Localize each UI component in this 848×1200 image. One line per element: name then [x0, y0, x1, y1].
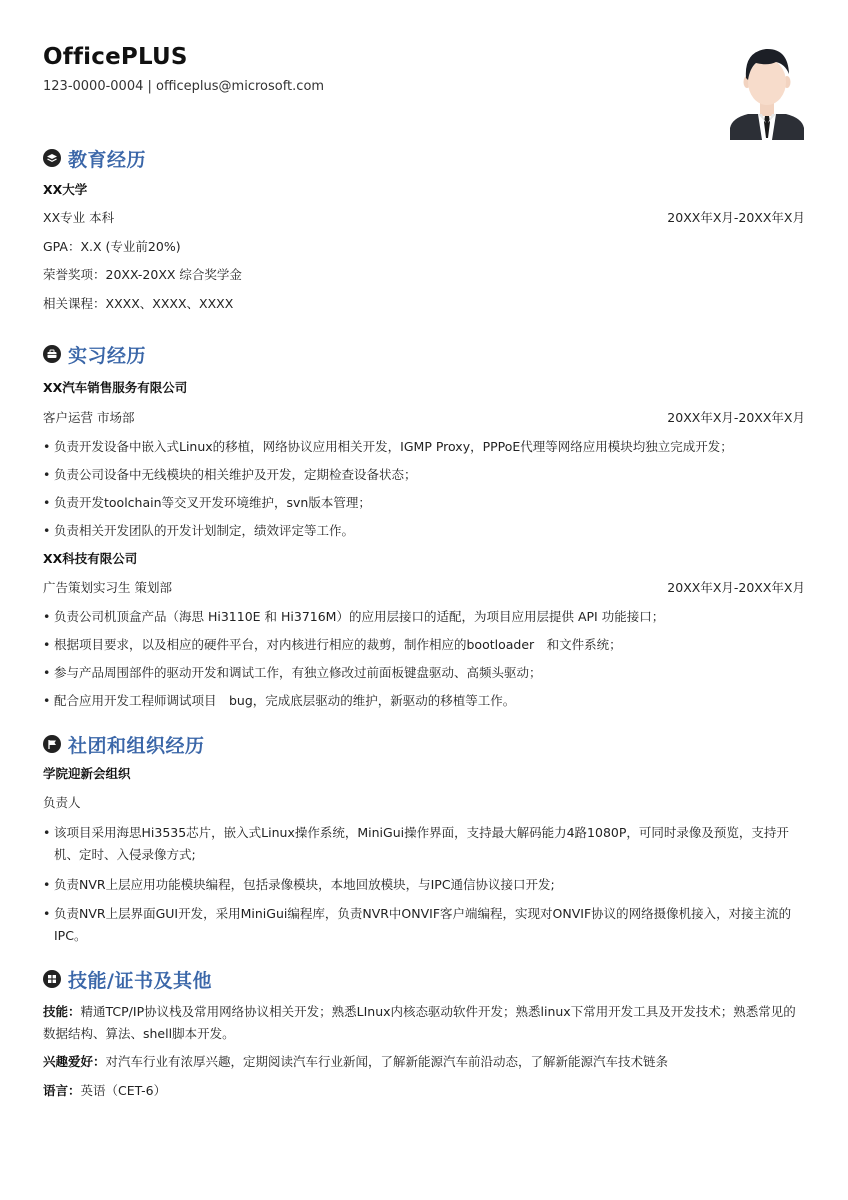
grid-icon: [43, 970, 61, 988]
education-major-row: [43, 207, 805, 229]
school-name: XX大学: [43, 182, 88, 197]
briefcase-icon: [43, 345, 61, 363]
flag-icon: [43, 735, 61, 753]
skills-label: 技能：: [43, 1004, 81, 1019]
contact-info: 123-0000-0004 | officeplus@microsoft.com: [43, 79, 325, 94]
honors: 荣誉奖项：20XX-20XX 综合奖学金: [43, 267, 242, 282]
club-role: 负责人: [43, 795, 81, 810]
job-role-row: [43, 407, 805, 429]
hobby-paragraph: [43, 1051, 805, 1073]
job-date: 20XX年X月-20XX年X月: [667, 580, 805, 595]
gpa: GPA：X.X (专业前20%): [43, 239, 181, 254]
avatar: [728, 44, 806, 140]
section-title: 实习经历: [68, 344, 147, 367]
section-title: 教育经历: [68, 148, 147, 171]
layers-icon: [43, 149, 61, 167]
major: XX专业 本科: [43, 210, 115, 225]
list-item: • 参与产品周围部件的驱动开发和调试工作，有独立修改过前面板键盘驱动、高频头驱动；: [43, 662, 805, 684]
list-item: • 负责开发toolchain等交叉开发环境维护，svn版本管理；: [43, 492, 805, 514]
job-role: 客户运营 市场部: [43, 410, 135, 425]
list-item: • 负责公司机顶盒产品（海思 Hi3110E 和 Hi3716M）的应用层接口的适配，为项目应用层提供 API 功能接口；: [43, 606, 805, 628]
language-label: 语言：: [43, 1083, 81, 1098]
language-text: 英语（CET-6）: [80, 1083, 167, 1098]
hobby-label: 兴趣爱好：: [43, 1054, 106, 1069]
section-title: 社团和组织经历: [68, 734, 205, 757]
section-club-header: [43, 730, 205, 758]
list-item: • 配合应用开发工程师调试项目 bug，完成底层驱动的维护，新驱动的移植等工作。: [43, 690, 805, 712]
courses: 相关课程：XXXX、XXXX、XXXX: [43, 296, 234, 311]
section-internship-header: [43, 340, 146, 368]
candidate-name: OfficePLUS: [43, 44, 188, 70]
education-date: 20XX年X月-20XX年X月: [667, 210, 805, 225]
company-name: XX汽车销售服务有限公司: [43, 380, 188, 395]
language-paragraph: [43, 1080, 805, 1102]
list-item: • 负责开发设备中嵌入式Linux的移植，网络协议应用相关开发，IGMP Proxy，PPPoE代理等网络应用模块均独立完成开发；: [43, 436, 805, 458]
section-education-header: [43, 144, 146, 172]
job-role-row: [43, 577, 805, 599]
list-item: • 负责NVR上层应用功能模块编程，包括录像模块，本地回放模块，与IPC通信协议接口开发;: [43, 874, 805, 896]
list-item: • 该项目采用海思Hi3535芯片，嵌入式Linux操作系统，MiniGui操作界面，支持最大解码能力4路1080P，可同时录像及预览，支持开机、定时、入侵录像方式;: [43, 822, 805, 866]
company-name: XX科技有限公司: [43, 551, 138, 566]
list-item: • 负责NVR上层界面GUI开发，采用MiniGui编程库，负责NVR中ONVIF客户端编程，实现对ONVIF协议的网络摄像机接入，对接主流的IPC。: [43, 903, 805, 947]
section-skills-header: [43, 965, 212, 993]
hobby-text: 对汽车行业有浓厚兴趣，定期阅读汽车行业新闻，了解新能源汽车前沿动态，了解新能源汽车技术链条: [105, 1054, 669, 1069]
organization-name: 学院迎新会组织: [43, 766, 131, 781]
list-item: • 负责公司设备中无线模块的相关维护及开发，定期检查设备状态；: [43, 464, 805, 486]
job-date: 20XX年X月-20XX年X月: [667, 410, 805, 425]
skills-text: 精通TCP/IP协议栈及常用网络协议相关开发；熟悉LInux内核态驱动软件开发；熟悉linux下常用开发工具及开发技术；熟悉常见的数据结构、算法、shell脚本开发。: [43, 1004, 796, 1041]
skills-paragraph: [43, 1001, 805, 1045]
list-item: • 根据项目要求，以及相应的硬件平台，对内核进行相应的裁剪，制作相应的bootloader 和文件系统；: [43, 634, 805, 656]
list-item: • 负责相关开发团队的开发计划制定，绩效评定等工作。: [43, 520, 805, 542]
job-role: 广告策划实习生 策划部: [43, 580, 172, 595]
section-title: 技能/证书及其他: [68, 969, 212, 992]
